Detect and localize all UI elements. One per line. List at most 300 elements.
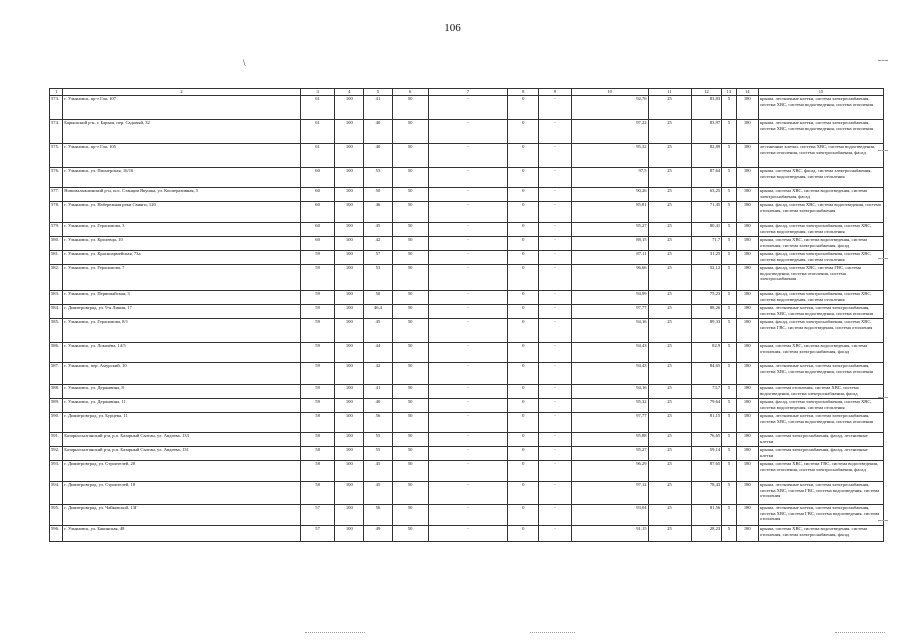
cell-col-14: 180 [736, 482, 759, 505]
cell-col-6: 50 [392, 202, 428, 223]
cell-col-4: 100 [335, 291, 364, 305]
row-number: 592. [50, 447, 63, 461]
cell-col-12: 28,23 [691, 526, 722, 542]
cell-col-14: 180 [736, 447, 759, 461]
row-number: 573. [50, 96, 63, 120]
works-list: крыша, лестничные клетки, система электроснабжения, система ХВС, система водоотведения, система отопления [759, 120, 884, 144]
cell-col-4: 100 [335, 265, 364, 291]
address: Базарносызганский р-н, р.п. Базарный Сызган, ул. Авдеева, 133 [63, 433, 300, 447]
cell-col-13: 5 [722, 343, 736, 363]
cell-col-12: 83,83 [691, 96, 722, 120]
cell-col-5: 50 [364, 291, 393, 305]
cell-col-14: 180 [736, 385, 759, 399]
cell-col-13: 5 [722, 120, 736, 144]
cell-col-13: 5 [722, 363, 736, 385]
cell-col-8: 0 [508, 305, 539, 319]
cell-col-6: 50 [392, 319, 428, 343]
works-list: крыша, фасад, система электроснабжения, система ХВС, система водоотведения, система отопления [759, 399, 884, 413]
row-number: 589. [50, 399, 63, 413]
cell-col-4: 100 [335, 168, 364, 188]
works-list: крыша, лестничные клетки, система электроснабжения, система ХВС, система водоотведения, система отопления [759, 305, 884, 319]
cell-col-11: 25 [648, 291, 691, 305]
cell-col-12: 76,65 [691, 433, 722, 447]
cell-col-13: 5 [722, 168, 736, 188]
cell-col-14: 180 [736, 251, 759, 265]
cell-col-5: 55 [364, 433, 393, 447]
cell-col-14: 180 [736, 265, 759, 291]
cell-col-7: - [428, 188, 508, 202]
margin-tick [878, 150, 888, 151]
cell-col-3: 61 [300, 144, 335, 168]
works-list: крыша, система ХВС, система ГВС, система водоотведения, система отопления, система электроснабжения, фасад [759, 461, 884, 482]
cell-col-13: 5 [722, 237, 736, 251]
column-header-15: 15 [759, 89, 884, 96]
cell-col-5: 56 [364, 413, 393, 433]
cell-col-8: 0 [508, 319, 539, 343]
cell-col-11: 25 [648, 237, 691, 251]
cell-col-13: 5 [722, 305, 736, 319]
cell-col-5: 42 [364, 363, 393, 385]
cell-col-10: 96,66 [571, 265, 648, 291]
cell-col-10: 95,32 [571, 399, 648, 413]
scan-artifact-line [835, 632, 885, 633]
cell-col-4: 100 [335, 399, 364, 413]
cell-col-8: 0 [508, 461, 539, 482]
cell-col-3: 59 [300, 265, 335, 291]
cell-col-7: - [428, 482, 508, 505]
margin-mark: \ [243, 58, 246, 68]
cell-col-11: 25 [648, 319, 691, 343]
cell-col-9: - [539, 526, 572, 542]
cell-col-14: 180 [736, 305, 759, 319]
cell-col-11: 25 [648, 223, 691, 237]
cell-col-8: 0 [508, 120, 539, 144]
cell-col-5: 49 [364, 526, 393, 542]
cell-col-3: 59 [300, 399, 335, 413]
column-number-header-row [50, 89, 884, 96]
cell-col-13: 5 [722, 385, 736, 399]
cell-col-3: 59 [300, 363, 335, 385]
cell-col-10: 94,43 [571, 363, 648, 385]
cell-col-6: 50 [392, 461, 428, 482]
cell-col-6: 50 [392, 251, 428, 265]
table-row [50, 223, 884, 237]
row-number: 595. [50, 505, 63, 526]
cell-col-3: 58 [300, 482, 335, 505]
cell-col-14: 180 [736, 526, 759, 542]
row-number: 583. [50, 291, 63, 305]
cell-col-10: 97,77 [571, 305, 648, 319]
cell-col-11: 25 [648, 305, 691, 319]
cell-col-13: 5 [722, 223, 736, 237]
cell-col-6: 50 [392, 399, 428, 413]
works-list: крыша, фасад, система ХВС, система водоотведения, система отопления, система электроснабжения [759, 202, 884, 223]
works-list: лестничные клетки, система ХВС, система водоотведения, система отопления, система электроснабжения, фасад [759, 144, 884, 168]
cell-col-14: 180 [736, 413, 759, 433]
page-number: 106 [444, 22, 461, 34]
row-number: 580. [50, 237, 63, 251]
cell-col-9: - [539, 144, 572, 168]
address: г. Ульяновск, ул. Набережная реки Свияги, 120 [63, 202, 300, 223]
cell-col-5: 56 [364, 505, 393, 526]
cell-col-14: 180 [736, 461, 759, 482]
table-row [50, 526, 884, 542]
cell-col-8: 0 [508, 433, 539, 447]
cell-col-14: 180 [736, 120, 759, 144]
cell-col-13: 5 [722, 291, 736, 305]
table-row [50, 319, 884, 343]
row-number: 596. [50, 526, 63, 542]
cell-col-12: 88,26 [691, 305, 722, 319]
cell-col-7: - [428, 168, 508, 188]
cell-col-8: 0 [508, 237, 539, 251]
cell-col-3: 60 [300, 188, 335, 202]
cell-col-14: 180 [736, 202, 759, 223]
cell-col-5: 50 [364, 188, 393, 202]
cell-col-10: 90,26 [571, 188, 648, 202]
table-row [50, 168, 884, 188]
cell-col-8: 0 [508, 96, 539, 120]
margin-tick [878, 60, 888, 61]
cell-col-8: 0 [508, 505, 539, 526]
address: Базарносызганский р-н, р.п. Базарный Сызган, ул. Авдеева, 131 [63, 447, 300, 461]
row-number: 574. [50, 120, 63, 144]
cell-col-8: 0 [508, 385, 539, 399]
column-header-2: 2 [63, 89, 300, 96]
cell-col-7: - [428, 505, 508, 526]
row-number: 588. [50, 385, 63, 399]
cell-col-6: 50 [392, 343, 428, 363]
cell-col-3: 58 [300, 433, 335, 447]
works-list: крыша, система ХВС, фасад, система электроснабжения, система водоотведения, система отопления [759, 168, 884, 188]
cell-col-10: 97,5 [571, 168, 648, 188]
cell-col-5: 55 [364, 447, 393, 461]
table-row [50, 413, 884, 433]
cell-col-13: 5 [722, 188, 736, 202]
row-number: 590. [50, 413, 63, 433]
cell-col-7: - [428, 413, 508, 433]
cell-col-10: 95,88 [571, 433, 648, 447]
cell-col-6: 50 [392, 305, 428, 319]
cell-col-5: 45 [364, 461, 393, 482]
cell-col-14: 180 [736, 433, 759, 447]
cell-col-10: 95,27 [571, 223, 648, 237]
cell-col-12: 71,7 [691, 237, 722, 251]
cell-col-12: 87,65 [691, 461, 722, 482]
cell-col-14: 180 [736, 223, 759, 237]
scan-artifact-line [530, 632, 575, 633]
cell-col-8: 0 [508, 291, 539, 305]
cell-col-13: 5 [722, 144, 736, 168]
cell-col-12: 89,33 [691, 319, 722, 343]
margin-tick [878, 258, 888, 259]
cell-col-14: 180 [736, 96, 759, 120]
column-header-10: 10 [571, 89, 648, 96]
cell-col-3: 59 [300, 305, 335, 319]
cell-col-5: 40 [364, 120, 393, 144]
table-row [50, 399, 884, 413]
cell-col-6: 50 [392, 144, 428, 168]
row-number: 575. [50, 144, 63, 168]
cell-col-7: - [428, 251, 508, 265]
cell-col-7: - [428, 223, 508, 237]
cell-col-9: - [539, 265, 572, 291]
cell-col-4: 100 [335, 526, 364, 542]
cell-col-4: 100 [335, 188, 364, 202]
cell-col-5: 41 [364, 385, 393, 399]
cell-col-7: - [428, 96, 508, 120]
cell-col-10: 91,15 [571, 526, 648, 542]
cell-col-14: 180 [736, 319, 759, 343]
row-number: 585. [50, 319, 63, 343]
row-number: 579. [50, 223, 63, 237]
works-list: крыша, система электроснабжения, фасад, лестничные клетки [759, 447, 884, 461]
table-row [50, 385, 884, 399]
cell-col-13: 5 [722, 202, 736, 223]
cell-col-11: 25 [648, 447, 691, 461]
cell-col-11: 25 [648, 526, 691, 542]
cell-col-9: - [539, 319, 572, 343]
cell-col-11: 25 [648, 202, 691, 223]
cell-col-4: 100 [335, 433, 364, 447]
cell-col-10: 94,43 [571, 343, 648, 363]
address: г. Ульяновск, пр-т Гая, 105 [63, 144, 300, 168]
cell-col-14: 180 [736, 168, 759, 188]
cell-col-11: 25 [648, 433, 691, 447]
cell-col-3: 59 [300, 291, 335, 305]
cell-col-6: 50 [392, 188, 428, 202]
cell-col-9: - [539, 305, 572, 319]
cell-col-7: - [428, 265, 508, 291]
row-number: 594. [50, 482, 63, 505]
cell-col-12: 82,89 [691, 144, 722, 168]
table-row [50, 202, 884, 223]
cell-col-11: 25 [648, 144, 691, 168]
cell-col-13: 5 [722, 399, 736, 413]
column-header-14: 14 [736, 89, 759, 96]
cell-col-14: 180 [736, 188, 759, 202]
cell-col-12: 80,41 [691, 223, 722, 237]
cell-col-12: 63,25 [691, 188, 722, 202]
cell-col-10: 97,77 [571, 413, 648, 433]
row-number: 584. [50, 305, 63, 319]
row-number: 593. [50, 461, 63, 482]
cell-col-4: 100 [335, 223, 364, 237]
cell-col-6: 50 [392, 413, 428, 433]
cell-col-14: 180 [736, 399, 759, 413]
table-row [50, 305, 884, 319]
cell-col-11: 25 [648, 413, 691, 433]
cell-col-3: 58 [300, 461, 335, 482]
cell-col-3: 59 [300, 319, 335, 343]
cell-col-5: 55 [364, 168, 393, 188]
cell-col-4: 100 [335, 385, 364, 399]
works-list: крыша, фасад, система электроснабжения, система ХВС, система водоотведения, система отопления [759, 291, 884, 305]
works-list: крыша, фасад, система электроснабжения, система ХВС, система водоотведения, система отопления [759, 251, 884, 265]
row-number: 581. [50, 251, 63, 265]
cell-col-14: 180 [736, 237, 759, 251]
address: г. Ульяновск, пер. Амурский, 10 [63, 363, 300, 385]
address: г. Ульяновск, ул. Бакинская, 48 [63, 526, 300, 542]
repair-program-table [49, 88, 884, 542]
cell-col-10: 96,29 [571, 461, 648, 482]
table-row [50, 120, 884, 144]
cell-col-3: 59 [300, 385, 335, 399]
cell-col-4: 100 [335, 202, 364, 223]
cell-col-9: - [539, 96, 572, 120]
margin-tick [878, 520, 888, 521]
row-number: 586. [50, 343, 63, 363]
address: г. Димитровград, ул. Строителей, 18 [63, 482, 300, 505]
cell-col-11: 25 [648, 120, 691, 144]
cell-col-4: 100 [335, 319, 364, 343]
cell-col-6: 50 [392, 526, 428, 542]
works-list: крыша, лестничные клетки, система электроснабжения, система ХВС, система водоотведения, система отопления [759, 96, 884, 120]
cell-col-4: 100 [335, 363, 364, 385]
cell-col-12: 31,25 [691, 251, 722, 265]
cell-col-3: 57 [300, 526, 335, 542]
cell-col-13: 5 [722, 526, 736, 542]
cell-col-14: 180 [736, 505, 759, 526]
cell-col-5: 45 [364, 482, 393, 505]
cell-col-3: 60 [300, 223, 335, 237]
column-header-1: 1 [50, 89, 63, 96]
address: г. Ульяновск, ул. Пионерская, 16/16 [63, 168, 300, 188]
address: г. Ульяновск, ул. Локачёва, 14/5 [63, 343, 300, 363]
cell-col-7: - [428, 461, 508, 482]
cell-col-6: 50 [392, 433, 428, 447]
works-list: крыша, фасад, система электроснабжения, система ХВС, система ГВС, система водоотведения, система отопления [759, 319, 884, 343]
cell-col-12: 78,43 [691, 482, 722, 505]
address: г. Ульяновск, ул. Герасимова, 8/1 [63, 319, 300, 343]
cell-col-9: - [539, 482, 572, 505]
cell-col-12: 59,14 [691, 447, 722, 461]
row-number: 591. [50, 433, 63, 447]
address: Новомалыклинский р-н, пос. Станция Якушка, ул. Кооперативная, 5 [63, 188, 300, 202]
cell-col-9: - [539, 188, 572, 202]
works-list: крыша, лестничные клетки, система электроснабжения, система ХВС, система водоотведения, система отопления [759, 363, 884, 385]
cell-col-9: - [539, 343, 572, 363]
cell-col-10: 94,99 [571, 291, 648, 305]
cell-col-9: - [539, 413, 572, 433]
cell-col-9: - [539, 505, 572, 526]
row-number: 582. [50, 265, 63, 291]
cell-col-4: 100 [335, 237, 364, 251]
cell-col-13: 5 [722, 96, 736, 120]
cell-col-4: 100 [335, 343, 364, 363]
cell-col-10: 92,76 [571, 96, 648, 120]
cell-col-8: 0 [508, 265, 539, 291]
column-header-6: 6 [392, 89, 428, 96]
cell-col-5: 42 [364, 237, 393, 251]
cell-col-8: 0 [508, 447, 539, 461]
works-list: крыша, система электроснабжения, фасад, лестничные клетки [759, 433, 884, 447]
cell-col-14: 180 [736, 291, 759, 305]
cell-col-5: 45 [364, 223, 393, 237]
cell-col-6: 50 [392, 265, 428, 291]
cell-col-6: 50 [392, 168, 428, 188]
row-number: 577. [50, 188, 63, 202]
cell-col-11: 25 [648, 188, 691, 202]
address: г. Димитровград, ул. Бурцева, 11 [63, 413, 300, 433]
cell-col-9: - [539, 363, 572, 385]
cell-col-4: 100 [335, 482, 364, 505]
column-header-7: 7 [428, 89, 508, 96]
cell-col-7: - [428, 291, 508, 305]
cell-col-13: 5 [722, 265, 736, 291]
table-row [50, 433, 884, 447]
cell-col-14: 180 [736, 343, 759, 363]
cell-col-8: 0 [508, 363, 539, 385]
address: г. Димитровград, ул. Чайковской, 13Г [63, 505, 300, 526]
cell-col-11: 25 [648, 505, 691, 526]
cell-col-5: 40 [364, 399, 393, 413]
table-row [50, 447, 884, 461]
table-row [50, 96, 884, 120]
cell-col-11: 25 [648, 265, 691, 291]
cell-col-3: 58 [300, 413, 335, 433]
cell-col-10: 95,27 [571, 447, 648, 461]
cell-col-11: 25 [648, 251, 691, 265]
address: г. Ульяновск, ул. Державина, 11 [63, 399, 300, 413]
cell-col-9: - [539, 237, 572, 251]
row-number: 576. [50, 168, 63, 188]
cell-col-12: 73,7 [691, 385, 722, 399]
table-row [50, 461, 884, 482]
cell-col-13: 5 [722, 482, 736, 505]
cell-col-11: 25 [648, 385, 691, 399]
address: г. Ульяновск, ул. Первомайская, 3 [63, 291, 300, 305]
cell-col-5: 40 [364, 144, 393, 168]
cell-col-6: 50 [392, 223, 428, 237]
cell-col-13: 5 [722, 251, 736, 265]
cell-col-8: 0 [508, 413, 539, 433]
works-list: крыша, лестничные клетки, система электроснабжения, система ХВС, система водоотведения, система отопления [759, 413, 884, 433]
cell-col-8: 0 [508, 144, 539, 168]
cell-col-9: - [539, 291, 572, 305]
cell-col-4: 100 [335, 251, 364, 265]
cell-col-13: 5 [722, 447, 736, 461]
cell-col-8: 0 [508, 251, 539, 265]
cell-col-5: 44 [364, 343, 393, 363]
row-number: 578. [50, 202, 63, 223]
cell-col-8: 0 [508, 526, 539, 542]
cell-col-13: 5 [722, 505, 736, 526]
address: г. Ульяновск, ул. Герасимова, 3 [63, 223, 300, 237]
works-list: крыша, система ХВС, система водоотведения, система отопления, система электроснабжения, фасад [759, 526, 884, 542]
cell-col-9: - [539, 251, 572, 265]
cell-col-8: 0 [508, 399, 539, 413]
cell-col-5: 46 [364, 202, 393, 223]
cell-col-12: 81,15 [691, 413, 722, 433]
cell-col-4: 100 [335, 505, 364, 526]
cell-col-4: 100 [335, 120, 364, 144]
works-list: крыша, фасад, система ХВС, система ГВС, система водоотведения, система отопления, система электроснабжения [759, 265, 884, 291]
cell-col-6: 50 [392, 237, 428, 251]
cell-col-6: 50 [392, 385, 428, 399]
works-list: крыша, лестничные клетки, система электроснабжения, система ХВС, система ГВС, система водоотведения, система отопления [759, 482, 884, 505]
cell-col-12: 82,9 [691, 343, 722, 363]
cell-col-9: - [539, 120, 572, 144]
cell-col-12: 83,97 [691, 120, 722, 144]
address: г. Ульяновск, ул. Державина, 8 [63, 385, 300, 399]
cell-col-8: 0 [508, 482, 539, 505]
cell-col-14: 180 [736, 363, 759, 385]
works-list: крыша, лестничные клетки, система электроснабжения, система ХВС, система ГВС, система водоотведения, система отопления [759, 505, 884, 526]
column-header-13: 13 [722, 89, 736, 96]
works-list: крыша, система ХВС, система водоотведения, система отопления, система электроснабжения, фасад [759, 343, 884, 363]
cell-col-12: 81,56 [691, 505, 722, 526]
